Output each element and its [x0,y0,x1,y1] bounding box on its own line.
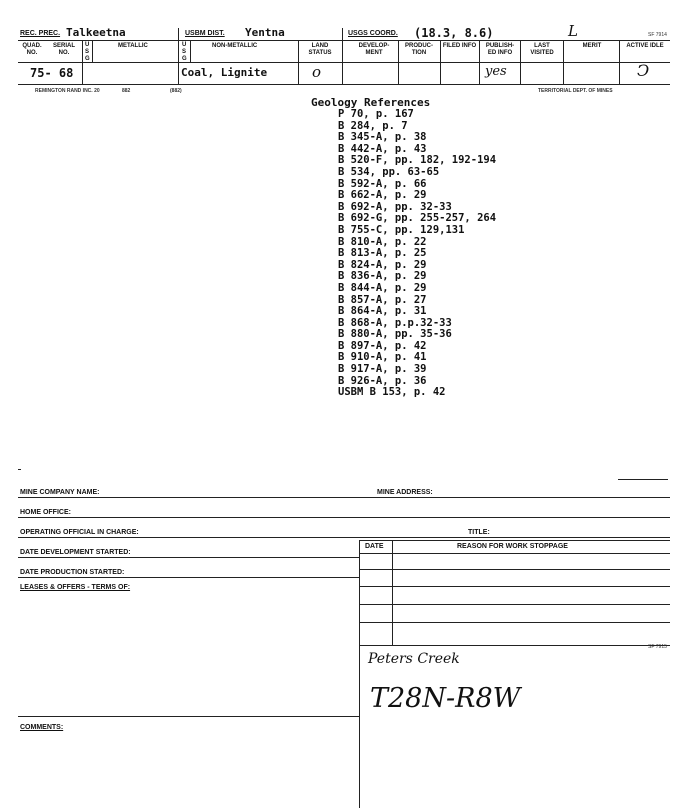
col-merit: MERIT [582,43,602,49]
land-status-value: o [312,63,322,81]
col-development: DEVELOP- MENT [358,43,390,56]
col-us-nonmetallic: U S G [182,42,187,62]
reference-item: USBM B 153, p. 42 [338,386,446,399]
reference-item: P 70, p. 167 [338,108,414,120]
territorial-dept: TERRITORIAL DEPT. OF MINES [538,88,613,94]
reference-item: B 534, pp. 63-65 [338,165,440,178]
usgs-coord-value: (18.3, 8.6) [414,26,494,40]
corner-mark: L [568,22,578,40]
reference-item: B 810-A, p. 22 [338,235,427,248]
mine-address-label: MINE ADDRESS: [377,489,433,496]
reference-item: B 692-A, pp. 32-33 [338,200,452,213]
col-us-metallic: U S G [85,42,90,62]
col-published-info: PUBLISH- ED INFO [485,43,515,56]
rec-prec-value: Talkeetna [66,26,126,39]
date-production-label: DATE PRODUCTION STARTED: [20,569,125,576]
reference-item: B 345-A, p. 38 [338,131,427,144]
comments-label: COMMENTS: [20,724,64,731]
handwritten-township: T28N-R8W [370,683,521,714]
handwritten-place: Peters Creek [368,651,460,667]
col-non-metallic: NON-METALLIC [212,43,258,49]
reference-item: B 844-A, p. 29 [338,281,427,294]
col-land-status: LAND STATUS [308,43,332,56]
reference-item: B 857-A, p. 27 [338,293,427,306]
col-metallic: METALLIC [118,43,148,49]
reference-item: B 917-A, p. 39 [338,363,427,376]
col-quad-no: QUAD. NO. [22,43,42,56]
references-title: Geology References [311,96,431,109]
non-metallic-value: Coal, Lignite [181,66,268,79]
reference-item: B 520-F, pp. 182, 192-194 [338,154,497,167]
published-info-value: yes [485,64,507,79]
reference-item: B 755-C, pp. 129,131 [338,223,465,236]
date-col-label: DATE [365,543,384,550]
reference-item: B 926-A, p. 36 [338,374,427,387]
col-serial-no: SERIAL NO. [52,43,75,56]
mine-company-label: MINE COMPANY NAME: [20,489,100,496]
reference-item: B 662-A, p. 29 [338,189,427,202]
usbm-dist-label: USBM DIST. [185,30,225,37]
reference-item: B 442-A, p. 43 [338,142,427,155]
reference-item: B 692-G, pp. 255-257, 264 [338,212,497,225]
references-list [338,109,496,399]
col-filed-info: FILED INFO [442,43,477,49]
reference-item: B 824-A, p. 29 [338,258,427,271]
form-number-bottom: SF 7915 [648,644,667,650]
leases-label: LEASES & OFFERS - TERMS OF: [20,584,131,591]
date-development-label: DATE DEVELOPMENT STARTED: [20,549,131,556]
title-label: TITLE: [468,529,490,536]
reference-item: B 897-A, p. 42 [338,339,427,352]
reference-item: B 836-A, p. 29 [338,270,427,283]
operating-official-label: OPERATING OFFICIAL IN CHARGE: [20,529,139,536]
reference-item: B 864-A, p. 31 [338,305,427,318]
reference-item: B 813-A, p. 25 [338,247,427,260]
col-last-visited: LAST VISITED [530,43,554,56]
printer-credit: REMINGTON RAND INC. 20 [35,88,100,94]
home-office-label: HOME OFFICE: [20,509,71,516]
rec-prec-label: REC. PREC. [20,30,61,37]
printer-code-a: 882 [122,88,131,94]
reference-item: B 910-A, p. 41 [338,351,427,364]
printer-code-b: (882) [170,88,182,94]
active-idle-value: Ↄ [637,61,650,80]
reason-col-label: REASON FOR WORK STOPPAGE [457,543,568,550]
usbm-dist-value: Yentna [245,26,285,39]
usgs-coord-label: USGS COORD. [348,30,398,37]
reference-item: B 868-A, p.p.32-33 [338,316,452,329]
col-active-idle: ACTIVE IDLE [626,43,664,49]
col-production: PRODUC- TION [405,43,433,56]
reference-item: B 880-A, pp. 35-36 [338,328,452,341]
quad-serial-value: 75- 68 [30,66,74,80]
reference-item: B 592-A, p. 66 [338,177,427,190]
reference-item: B 284, p. 7 [338,119,408,132]
form-number-top: SF 7914 [648,32,667,38]
